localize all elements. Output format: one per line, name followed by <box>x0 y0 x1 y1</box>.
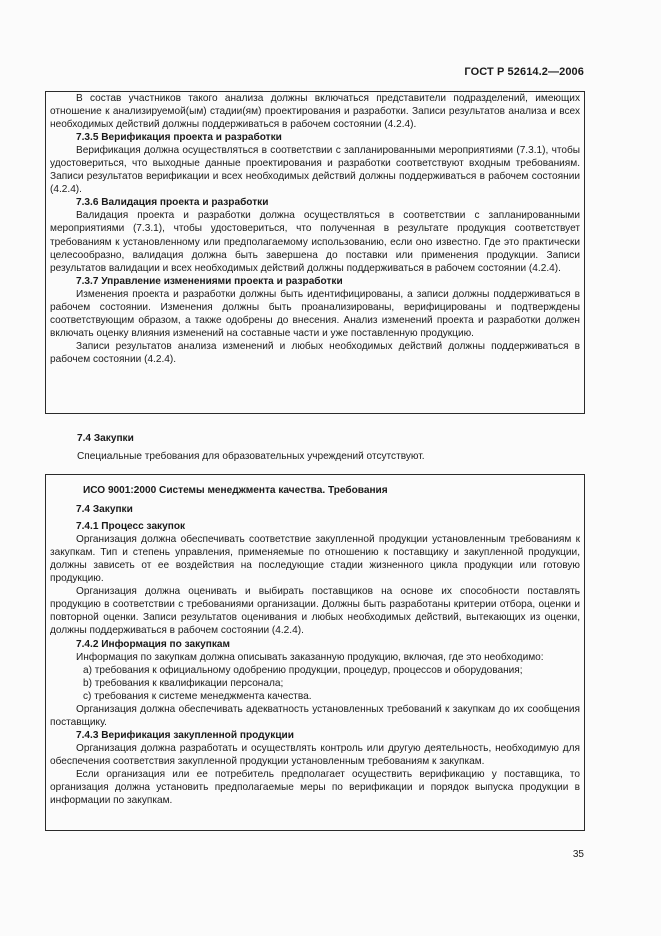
page-number: 35 <box>572 849 584 860</box>
section-text: Специальные требования для образовательных учреждений отсутствуют. <box>77 451 425 462</box>
paragraph: Если организация или ее потребитель предполагает осуществить верификацию у поставщика, то организация должна установить предполагаемые меры по верификации и порядок выпуска продукции в информации по закупкам. <box>50 768 580 807</box>
subsection-heading: 7.4.3 Верификация закупленной продукции <box>76 729 294 741</box>
paragraph: В состав участников такого анализа должны включаться представители подразделений, имеющих отношение к анализируемой(ым) стадии(ям) проектирования и разработки. Записи результатов анализа и всех необходимых действий должны поддерживаться в рабочем состоянии (4.2.4). <box>50 93 580 131</box>
quoted-requirements-box-1 <box>45 91 585 414</box>
paragraph: Организация должна разработать и осуществлять контроль или другую деятельность, необходимую для обеспечения соответствия закупленной продукции установленным требованиям к закупкам. <box>50 742 580 767</box>
list-item: a) требования к официальному одобрению продукции, процедур, процессов и оборудования; <box>83 664 523 676</box>
paragraph: Организация должна обеспечивать соответствие закупленной продукции установленным требованиям к закупкам. Тип и степень управления, применяемые по отношению к поставщику и закупленной продукции, должны зависеть от ее воздействия на последующие стадии жизненного цикла продукции или готовую продукцию. <box>50 534 580 585</box>
subsection-heading: 7.3.6 Валидация проекта и разработки <box>76 197 269 209</box>
paragraph: Организация должна обеспечивать адекватность установленных требований к закупкам до их сообщения поставщику. <box>50 703 580 728</box>
list-item: c) требования к системе менеджмента качества. <box>83 690 312 702</box>
subsection-heading: 7.3.7 Управление изменениями проекта и разработки <box>76 275 343 287</box>
paragraph: Информация по закупкам должна описывать заказанную продукцию, включая, где это необходимо: <box>76 651 544 663</box>
quoted-requirements-box-2 <box>45 474 585 831</box>
subsection-heading: 7.4 Закупки <box>76 504 133 516</box>
paragraph: Записи результатов анализа изменений и любых необходимых действий должны поддерживаться в рабочем состоянии (4.2.4). <box>50 340 580 365</box>
paragraph: Верификация должна осуществляться в соответствии с запланированными мероприятиями (7.3.1), чтобы удостовериться, что выходные данные проектирования и разработки соответствуют входным требованиям. Записи результатов верификации и всех необходимых действий должны поддерживаться в рабочем состоянии (4.2.4). <box>50 145 580 196</box>
subsection-heading: 7.3.5 Верификация проекта и разработки <box>76 132 282 144</box>
standard-title: ИСО 9001:2000 Системы менеджмента качества. Требования <box>83 485 388 496</box>
document-header: ГОСТ Р 52614.2—2006 <box>464 66 584 78</box>
section-heading: 7.4 Закупки <box>77 433 134 444</box>
subsection-heading: 7.4.2 Информация по закупкам <box>76 638 231 650</box>
paragraph: Организация должна оценивать и выбирать поставщиков на основе их способности поставлять продукцию в соответствии с требованиями организации. Должны быть разработаны критерии отбора, оценки и повторной оценки. Записи результатов оценивания и любых необходимых действий, вытекающих из оценки, должны поддерживаться в рабочем состоянии (4.2.4). <box>50 586 580 637</box>
list-item: b) требования к квалификации персонала; <box>83 677 284 689</box>
subsection-heading: 7.4.1 Процесс закупок <box>76 521 186 533</box>
paragraph: Изменения проекта и разработки должны быть идентифицированы, а записи должны поддерживаться в рабочем состоянии. Изменения должны быть проанализированы, верифицированы и подтверждены соответствующим образом, а также одобрены до внесения. Анализ изменений проекта и разработки должен включать оценку влияния изменений на составные части и уже поставленную продукцию. <box>50 288 580 339</box>
paragraph: Валидация проекта и разработки должна осуществляться в соответствии с запланированными мероприятиями (7.3.1), чтобы удостовериться, что полученная в результате продукция соответствует требованиям к установленному или предполагаемому использованию, если оно известно. Где это практически целесообразно, валидация должна быть завершена до поставки или применения продукции. Записи результатов валидации и всех необходимых действий должны поддерживаться в рабочем состоянии (4.2.4). <box>50 210 580 274</box>
